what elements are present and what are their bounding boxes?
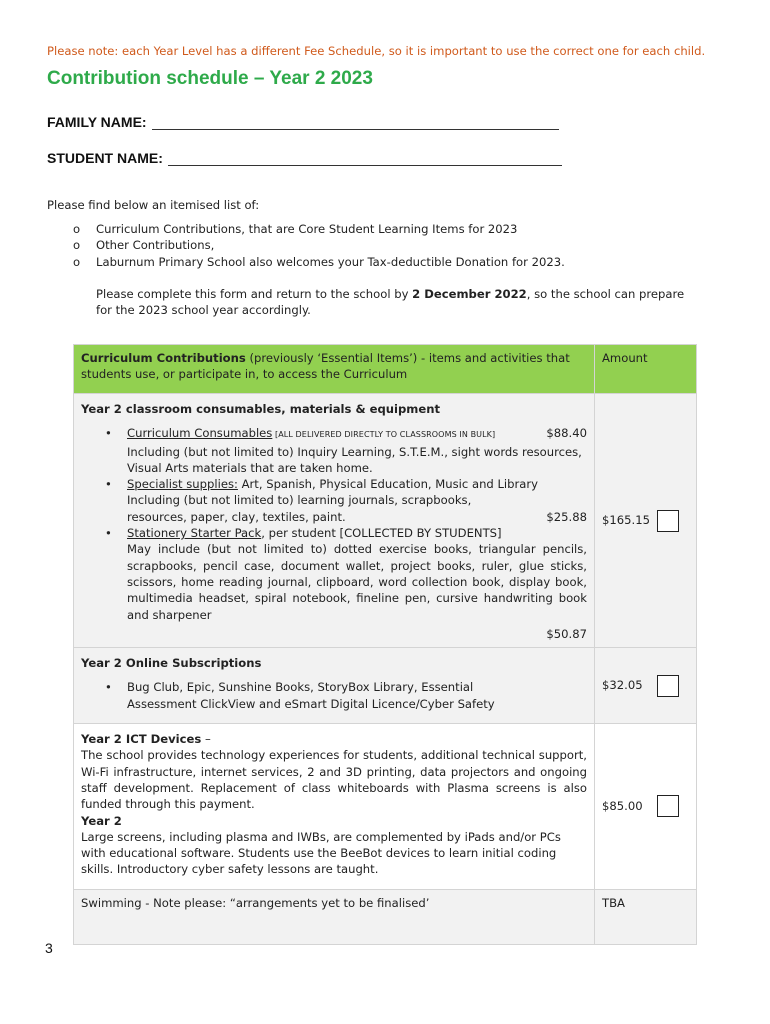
consumables-price: $88.40	[546, 426, 587, 441]
list-item: o Laburnum Primary School also welcomes your Tax-deductible Donation for 2023.	[73, 254, 565, 269]
ict-heading: Year 2 ICT Devices	[81, 732, 202, 747]
table-header-row	[74, 345, 697, 394]
student-name-line[interactable]	[168, 151, 562, 166]
header-description: Curriculum Contributions (previously ‘Essential Items’) - items and activities that students use, or participate in, to access the Curriculum	[74, 345, 595, 394]
consumables-checkbox[interactable]	[657, 510, 679, 532]
list-item: • Bug Club, Epic, Sunshine Books, StoryBox Library, Essential Assessment ClickView and eSmart Digital Licence/Cyber Safety	[105, 680, 495, 711]
list-item: • Curriculum Consumables [ALL DELIVERED DIRECTLY TO CLASSROOMS IN BULK] $88.40 Including (but not limited to) Inquiry Learning, S.T.E.M., sight words resources, Visual Arts materials that are taken home.	[105, 426, 587, 475]
consumables-amount-cell	[595, 394, 697, 648]
contribution-types-list	[73, 221, 565, 270]
family-name-line[interactable]	[152, 115, 559, 130]
table-row	[74, 889, 697, 944]
consumables-amount: $165.15	[602, 513, 650, 528]
student-name-field[interactable]	[47, 150, 562, 166]
list-marker: o	[73, 254, 81, 269]
online-checkbox[interactable]	[657, 675, 679, 697]
header-amount: Amount	[595, 345, 697, 394]
return-date: 2 December 2022	[412, 287, 527, 301]
table-row	[74, 394, 697, 648]
ict-checkbox[interactable]	[657, 795, 679, 817]
contribution-table	[73, 344, 697, 945]
student-name-label: STUDENT NAME:	[47, 150, 163, 166]
swimming-description: Swimming - Note please: “arrangements yet to be finalised’	[74, 889, 595, 944]
online-description	[74, 648, 595, 724]
list-item: • Specialist supplies: Art, Spanish, Physical Education, Music and Library Including (but not limited to) learning journals, scrapbooks, resources, paper, clay, textiles, paint. $25.88	[105, 477, 587, 524]
list-item: o Other Contributions,	[73, 238, 215, 253]
intro-text: Please find below an itemised list of:	[47, 198, 260, 212]
consumables-heading: Year 2 classroom consumables, materials & equipment	[81, 402, 441, 416]
specialist-price: $25.88	[546, 509, 587, 524]
page-title: Contribution schedule – Year 2 2023	[47, 68, 373, 89]
stationery-price: $50.87	[546, 626, 587, 641]
online-amount: $32.05	[602, 678, 643, 693]
online-heading: Year 2 Online Subscriptions	[81, 656, 262, 671]
swimming-amount: TBA	[595, 889, 697, 944]
consumables-description	[74, 394, 595, 648]
list-item: o Curriculum Contributions, that are Core Student Learning Items for 2023	[73, 222, 518, 236]
family-name-field[interactable]	[47, 114, 559, 130]
return-instructions: Please complete this form and return to the school by 2 December 2022, so the school can prepare for the 2023 school year accordingly.	[96, 287, 685, 318]
list-marker: o	[73, 238, 81, 253]
ict-subheading: Year 2	[81, 813, 122, 828]
fee-schedule-note: Please note: each Year Level has a different Fee Schedule, so it is important to use the correct one for each child.	[47, 44, 706, 58]
table-row	[74, 648, 697, 724]
ict-amount: $85.00	[602, 799, 643, 814]
list-marker: o	[73, 222, 81, 236]
online-amount-cell	[595, 648, 697, 724]
ict-amount-cell	[595, 724, 697, 890]
page-number: 3	[45, 940, 53, 956]
ict-description: Year 2 ICT Devices – The school provides technology experiences for students, additional technical support, Wi-Fi infrastructure, internet services, 2 and 3D printing, data projectors and ongoing staff development. Replacement of class whiteboards with Plasma screens is also funded through this payment. Year 2 Large screens, including plasma and IWBs, are complemented by iPads and/or PCs with educational software. Students use the BeeBot devices to learn initial coding skills. Introductory cyber safety lessons are taught.	[74, 724, 595, 890]
family-name-label: FAMILY NAME:	[47, 114, 147, 130]
table-row	[74, 724, 697, 890]
list-item: • Stationery Starter Pack, per student [COLLECTED BY STUDENTS] May include (but not limited to) dotted exercise books, triangular pencils, scrapbooks, pencil case, document wallet, project books, ruler, glue sticks, scissors, home reading journal, clipboard, word collection book, display book, multimedia headset, spiral notebook, fineline pen, cursive handwriting book and sharpener $50.87	[105, 526, 587, 641]
